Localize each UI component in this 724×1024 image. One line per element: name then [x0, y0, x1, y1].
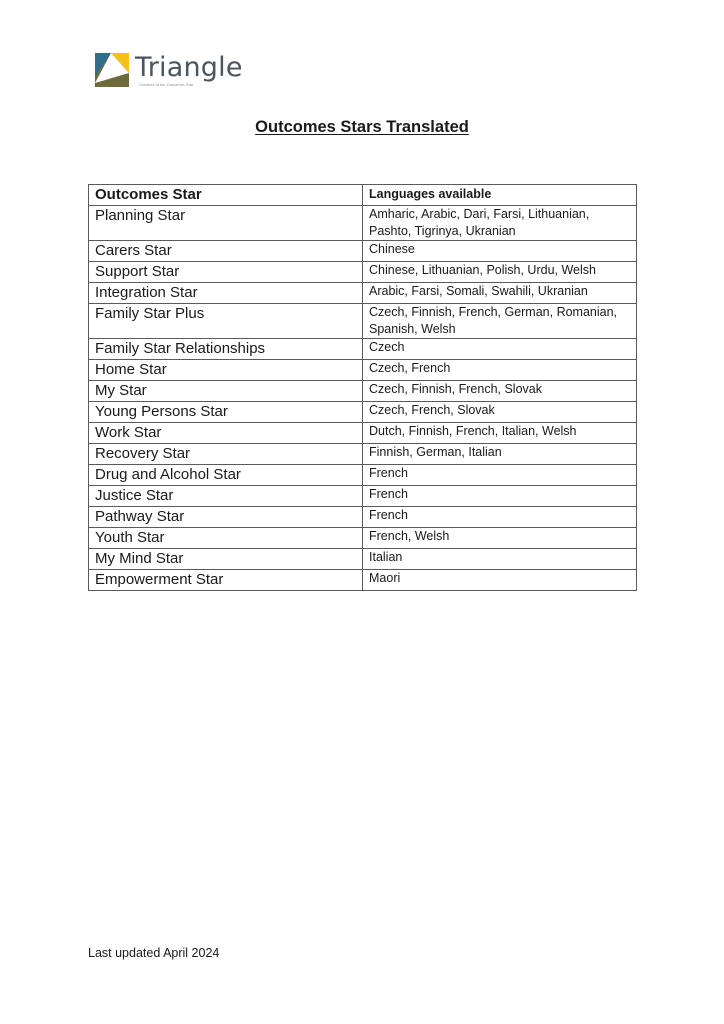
table-row: [89, 486, 637, 507]
languages-cell: Czech: [363, 339, 637, 360]
star-name-cell: Integration Star: [89, 283, 363, 304]
table-row: [89, 423, 637, 444]
languages-cell: French: [363, 507, 637, 528]
star-name-cell: Carers Star: [89, 241, 363, 262]
logo-wordmark: Triangle: [135, 52, 243, 83]
languages-cell: Finnish, German, Italian: [363, 444, 637, 465]
languages-cell: Czech, French: [363, 360, 637, 381]
table-row: [89, 360, 637, 381]
languages-cell: Czech, Finnish, French, German, Romanian, Spanish, Welsh: [363, 304, 637, 339]
languages-cell: Czech, French, Slovak: [363, 402, 637, 423]
star-name-cell: Empowerment Star: [89, 570, 363, 591]
table-header-row: [89, 185, 637, 206]
column-header-languages: Languages available: [363, 185, 637, 206]
logo-tagline: Creators of the Outcomes Star: [139, 82, 194, 87]
table-row: [89, 570, 637, 591]
table-body: [89, 206, 637, 591]
star-name-cell: My Mind Star: [89, 549, 363, 570]
star-name-cell: Support Star: [89, 262, 363, 283]
triangle-logo-icon: [95, 53, 129, 87]
star-name-cell: Planning Star: [89, 206, 363, 241]
star-name-cell: My Star: [89, 381, 363, 402]
star-name-cell: Home Star: [89, 360, 363, 381]
star-name-cell: Drug and Alcohol Star: [89, 465, 363, 486]
languages-cell: Italian: [363, 549, 637, 570]
table-row: [89, 507, 637, 528]
star-name-cell: Youth Star: [89, 528, 363, 549]
table-row: [89, 262, 637, 283]
triangle-logo: [95, 53, 243, 87]
table-row: [89, 283, 637, 304]
table-row: [89, 339, 637, 360]
table-row: [89, 402, 637, 423]
table-row: [89, 206, 637, 241]
languages-cell: Czech, Finnish, French, Slovak: [363, 381, 637, 402]
languages-cell: French: [363, 486, 637, 507]
languages-cell: Amharic, Arabic, Dari, Farsi, Lithuanian, Pashto, Tigrinya, Ukranian: [363, 206, 637, 241]
languages-cell: Maori: [363, 570, 637, 591]
languages-cell: Arabic, Farsi, Somali, Swahili, Ukranian: [363, 283, 637, 304]
outcomes-stars-table: [88, 184, 637, 591]
languages-cell: Chinese: [363, 241, 637, 262]
table-row: [89, 465, 637, 486]
star-name-cell: Work Star: [89, 423, 363, 444]
star-name-cell: Pathway Star: [89, 507, 363, 528]
column-header-outcomes-star: Outcomes Star: [89, 185, 363, 206]
star-name-cell: Recovery Star: [89, 444, 363, 465]
languages-cell: Dutch, Finnish, French, Italian, Welsh: [363, 423, 637, 444]
table-row: [89, 304, 637, 339]
table-row: [89, 241, 637, 262]
languages-cell: French, Welsh: [363, 528, 637, 549]
star-name-cell: Family Star Plus: [89, 304, 363, 339]
page-title: Outcomes Stars Translated: [255, 118, 469, 136]
table-row: [89, 381, 637, 402]
table-row: [89, 444, 637, 465]
last-updated-note: Last updated April 2024: [88, 946, 220, 960]
languages-cell: Chinese, Lithuanian, Polish, Urdu, Welsh: [363, 262, 637, 283]
star-name-cell: Justice Star: [89, 486, 363, 507]
languages-cell: French: [363, 465, 637, 486]
star-name-cell: Family Star Relationships: [89, 339, 363, 360]
star-name-cell: Young Persons Star: [89, 402, 363, 423]
table-row: [89, 549, 637, 570]
table-row: [89, 528, 637, 549]
